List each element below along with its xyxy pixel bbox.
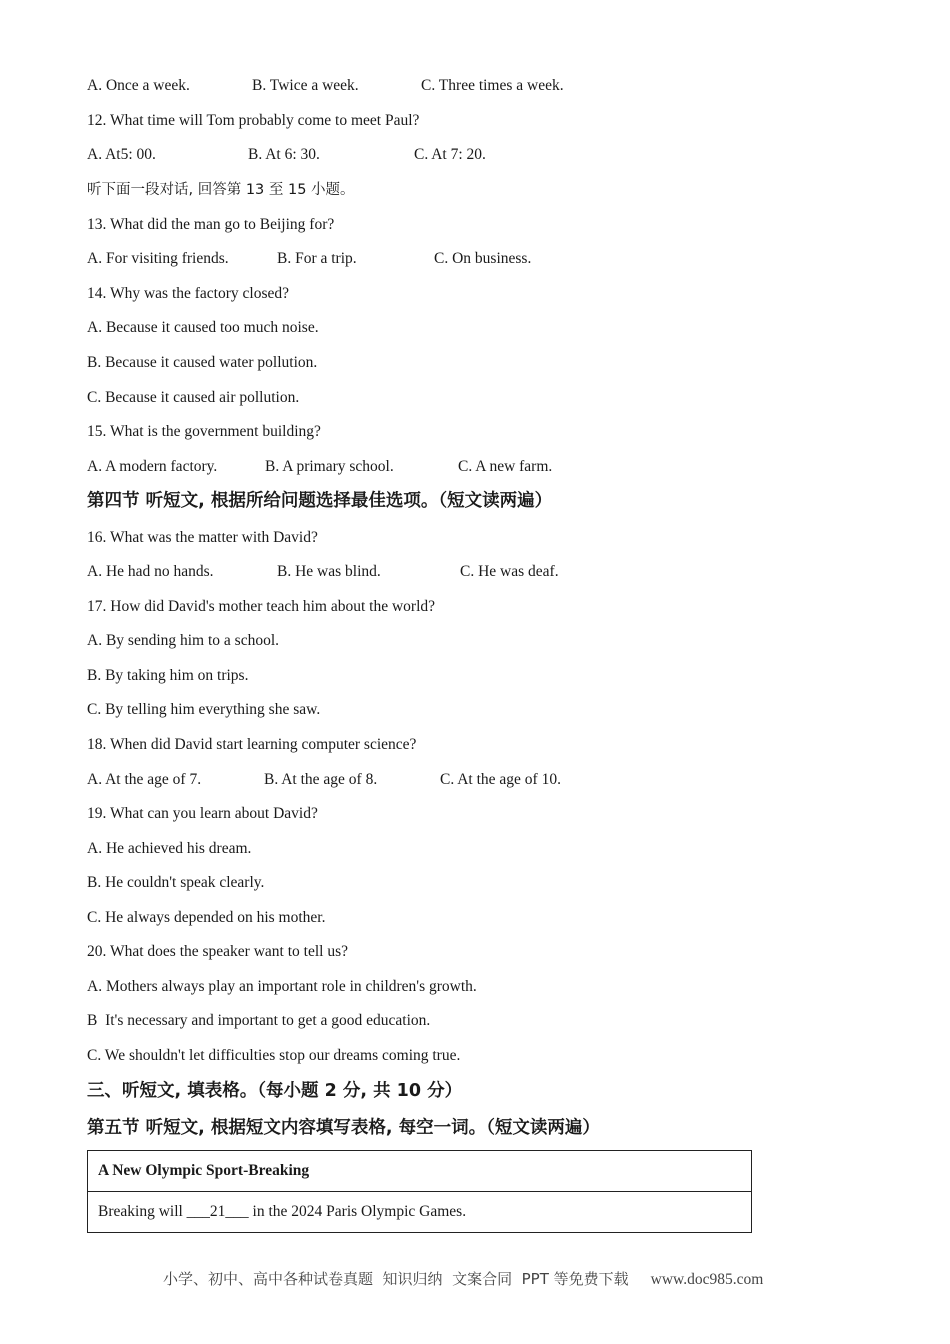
q14-option-b: B. Because it caused water pollution. (87, 354, 318, 371)
table-row (88, 1192, 752, 1233)
q15-option-b: B. A primary school. (265, 458, 394, 475)
q17-option-a: A. By sending him to a school. (87, 632, 280, 649)
q11-option-c: C. Three times a week. (421, 77, 564, 94)
q15-question: 15. What is the government building? (87, 423, 321, 440)
q14-option-a: A. Because it caused too much noise. (87, 319, 319, 336)
q15-option-a: A. A modern factory. (87, 458, 218, 475)
q12-question: 12. What time will Tom probably come to meet Paul? (87, 112, 420, 129)
q19-option-b: B. He couldn't speak clearly. (87, 874, 265, 891)
part3-heading: 三、听短文, 填表格。（每小题 2 分, 共 10 分） (87, 1081, 463, 1101)
q11-option-a: A. Once a week. (87, 77, 190, 94)
q17-option-c: C. By telling him everything she saw. (87, 701, 321, 718)
q16-option-b: B. He was blind. (277, 563, 381, 580)
table-row (88, 1151, 752, 1192)
q17-option-b: B. By taking him on trips. (87, 667, 249, 684)
q18-option-b: B. At the age of 8. (264, 771, 378, 788)
q16-question: 16. What was the matter with David? (87, 529, 318, 546)
section4-heading: 第四节 听短文, 根据所给问题选择最佳选项。（短文读两遍） (87, 491, 553, 511)
q12-option-a: A. At5: 00. (87, 146, 156, 163)
q12-option-b: B. At 6: 30. (248, 146, 320, 163)
q18-option-c: C. At the age of 10. (440, 771, 561, 788)
q14-option-c: C. Because it caused air pollution. (87, 389, 300, 406)
q14-question: 14. Why was the factory closed? (87, 285, 290, 302)
q18-option-a: A. At the age of 7. (87, 771, 202, 788)
q19-option-a: A. He achieved his dream. (87, 840, 252, 857)
q20-question: 20. What does the speaker want to tell us? (87, 943, 348, 960)
footer-url: www.doc985.com (650, 1271, 764, 1288)
instruction-13-15: 听下面一段对话, 回答第 13 至 15 小题。 (87, 182, 355, 198)
q11-option-b: B. Twice a week. (252, 77, 359, 94)
q19-option-c: C. He always depended on his mother. (87, 909, 326, 926)
q16-option-a: A. He had no hands. (87, 563, 214, 580)
table-cell-21: Breaking will ___21___ in the 2024 Paris Olympic Games. (88, 1192, 752, 1233)
fill-in-table (87, 1150, 752, 1233)
q18-question: 18. When did David start learning computer science? (87, 736, 417, 753)
q13-option-a: A. For visiting friends. (87, 250, 229, 267)
q20-option-b: B It's necessary and important to get a good education. (87, 1012, 431, 1029)
q20-option-a: A. Mothers always play an important role in children's growth. (87, 978, 477, 995)
q13-option-c: C. On business. (434, 250, 532, 267)
q20-option-c: C. We shouldn't let difficulties stop our dreams coming true. (87, 1047, 461, 1064)
q15-option-c: C. A new farm. (458, 458, 553, 475)
q13-option-b: B. For a trip. (277, 250, 357, 267)
q17-question: 17. How did David's mother teach him about the world? (87, 598, 436, 615)
q13-question: 13. What did the man go to Beijing for? (87, 216, 335, 233)
footer-text: 小学、初中、高中各种试卷真题 知识归纳 文案合同 PPT 等免费下载 (163, 1270, 629, 1288)
page-footer (163, 1268, 763, 1289)
q19-question: 19. What can you learn about David? (87, 805, 318, 822)
section5-heading: 第五节 听短文, 根据短文内容填写表格, 每空一词。（短文读两遍） (87, 1118, 600, 1138)
table-title: A New Olympic Sport-Breaking (88, 1151, 752, 1192)
q16-option-c: C. He was deaf. (460, 563, 559, 580)
q12-option-c: C. At 7: 20. (414, 146, 486, 163)
